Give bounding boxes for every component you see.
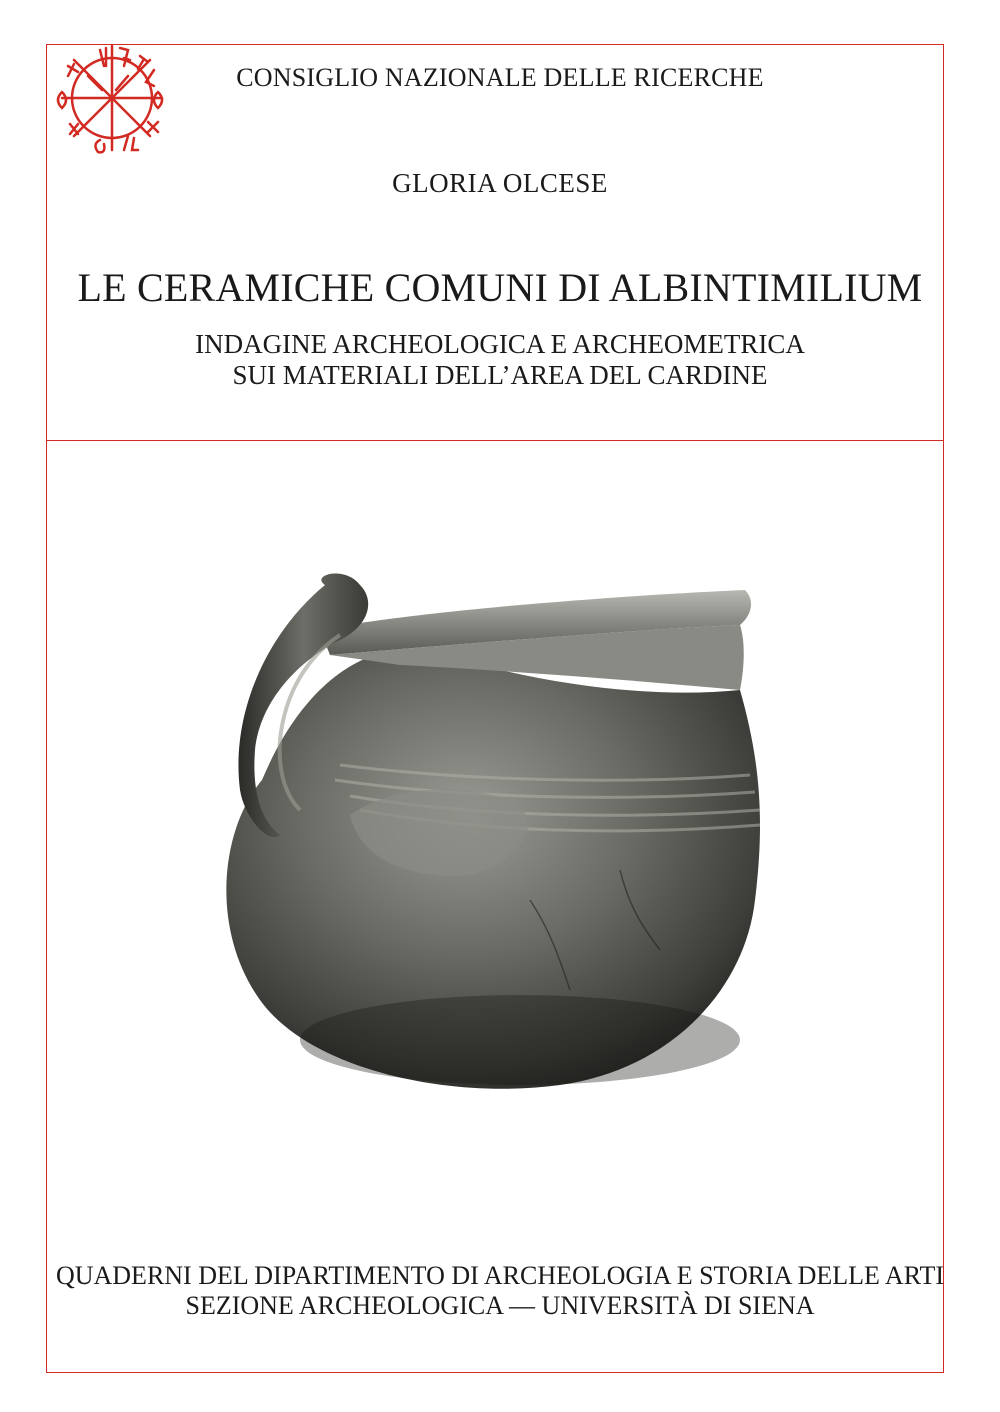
ceramic-jar-photo (200, 570, 790, 1100)
subtitle-line-2: SUI MATERIALI DELL’AREA DEL CARDINE (232, 360, 768, 390)
series-line-1: QUADERNI DEL DIPARTIMENTO DI ARCHEOLOGIA E STORIA DELLE ARTI (55, 1261, 945, 1290)
section-divider (46, 440, 944, 441)
book-subtitle (0, 329, 1000, 391)
series-line-2: SEZIONE ARCHEOLOGICA — UNIVERSITÀ DI SIENA (185, 1291, 815, 1320)
series-info (0, 1261, 1000, 1321)
author-name: GLORIA OLCESE (392, 168, 608, 198)
publisher-seal-logo (40, 36, 180, 161)
institution-name: CONSIGLIO NAZIONALE DELLE RICERCHE (236, 63, 764, 92)
subtitle-line-1: INDAGINE ARCHEOLOGICA E ARCHEOMETRICA (195, 329, 805, 359)
book-title: LE CERAMICHE COMUNI DI ALBINTIMILIUM (77, 265, 923, 310)
